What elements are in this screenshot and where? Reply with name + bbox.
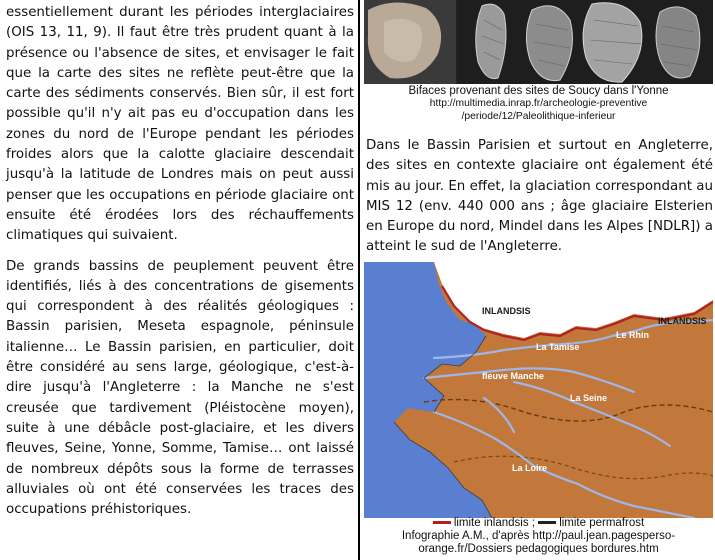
map-label-loire: La Loire [512, 463, 548, 473]
map-label-rhin: Le Rhin [616, 330, 649, 340]
map-label-inlandsis-left: INLANDSIS [482, 306, 531, 316]
photo-caption-url-2: /periode/12/Paleolithique-inferieur [461, 110, 616, 122]
legend-credit-1: Infographie A.M., d'après http://paul.jean.pagesperso- [401, 530, 676, 542]
map-label-seine: La Seine [570, 393, 608, 403]
right-paragraph: Dans le Bassin Parisien et surtout en Angleterre, des sites en contexte glaciaire ont également été mis au jour. En effet, la glaciation correspondant au MIS 12 (env. 440 000 ans ; âge glaciaire Elsterien en Europe du nord, Mindel dans les Alpes [NDLR]) a atteint le sud de l'Angleterre. [366, 138, 713, 255]
permafrost-limit-swatch [538, 521, 556, 524]
legend-keys [364, 517, 713, 530]
photo-caption [364, 85, 713, 123]
photo-caption-title: Bifaces provenant des sites de Soucy dans l'Yonne [408, 85, 669, 97]
map-label-manche: fleuve Manche [482, 371, 545, 381]
left-paragraph-1: essentiellement durant les périodes interglaciaires (OIS 13, 11, 9). Il faut être très prudent quant à la présence ou l'absence de sites, et envisager le fait que la carte des sites ne reflète peut-être que la carte des sédiments conservés. Bien sûr, il est fort possible qu'il n'y ait pas eu d'occupation dans les zones du nord de l'Europe pendant les périodes froides alors que la calotte glaciaire descendait jusqu'à la latitude de Londres mais on peut aussi penser que les occupations en période glaciaire ont ensuite été érodées lors des réchauffements climatiques qui suivaient. [6, 5, 354, 244]
bifaces-illustration [364, 0, 713, 84]
map-label-inlandsis-right: INLANDSIS [658, 316, 707, 326]
bifaces-photo [364, 0, 713, 84]
right-column [364, 0, 712, 560]
map-label-tamise: La Tamise [536, 342, 580, 352]
map-svg [364, 262, 713, 518]
left-paragraph-2: De grands bassins de peuplement peuvent être identifiés, liés à des concentrations de gisements qui correspondent à des réalités géologiques : Bassin parisien, Meseta espagnole, péninsule italienne… Le Bassin parisien, en particulier, doit être considéré au sens large, géologique, c'est-à-dire jusqu'à l'Angleterre : la Manche ne s'est creusée que tardivement (Pléistocène moyen), suite à une débâcle post-glaciaire, et les divers fleuves, Seine, Yonne, Somme, Tamise… ont laissé de nombreux dépôts sous la forme de terrasses alluviales où ont été conservées les traces des occupations préhistoriques. [6, 258, 354, 518]
map-legend [364, 517, 713, 556]
column-divider [358, 0, 360, 560]
legend-permafrost-text: limite permafrost [559, 517, 645, 529]
photo-caption-url-1: http://multimedia.inrap.fr/archeologie-preventive [429, 98, 648, 109]
glaciation-map [364, 262, 713, 518]
right-paragraph-block [366, 136, 713, 258]
inlandsis-limit-swatch [433, 521, 451, 524]
left-text-column [6, 0, 354, 560]
legend-inlandsis-text: limite inlandsis ; [453, 517, 535, 529]
legend-credit-2: orange.fr/Dossiers pedagogiques bordures.htm [418, 543, 659, 555]
biface-drawing-1 [476, 4, 506, 78]
